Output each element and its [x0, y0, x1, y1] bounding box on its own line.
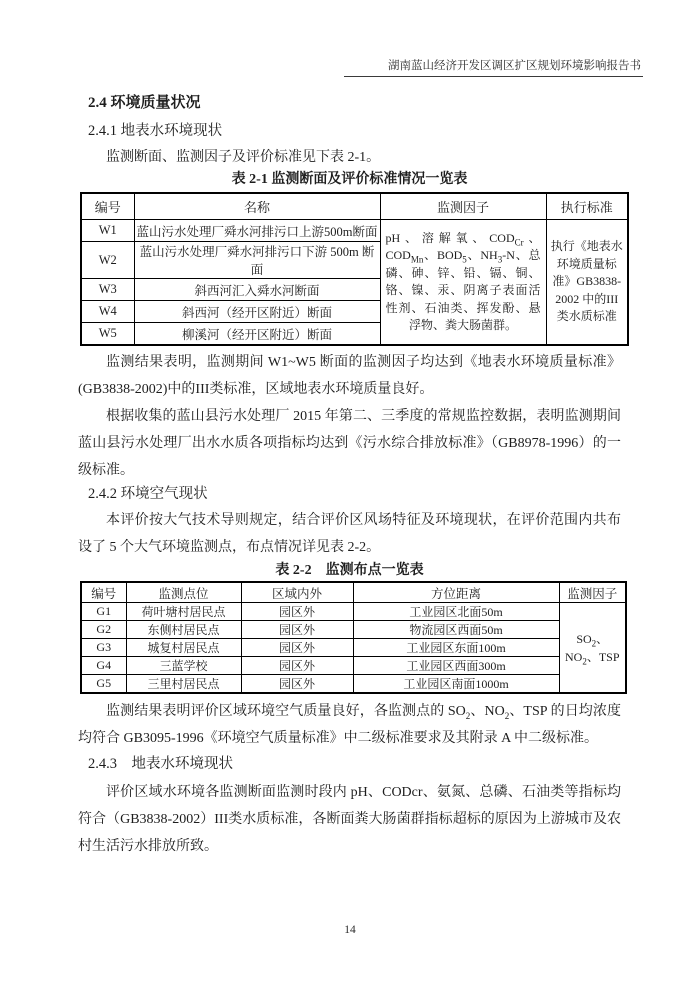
- monitoring-points-table: [80, 581, 627, 694]
- point-site: 荷叶塘村居民点: [126, 603, 241, 621]
- paragraph-wwtp-data: 根据收集的蓝山县污水处理厂 2015 年第二、三季度的常规监控数据，表明监测期间蓝山县污水处理厂出水水质各项指标均达到《污水综合排放标准》（GB8978-1996）的一级标准。: [78, 409, 621, 478]
- table1-col-standard: 执行标准: [546, 193, 628, 220]
- paragraph-2-4-3: 评价区域水环境各监测断面监测时段内 pH、CODcr、氨氮、总磷、石油类等指标均符合（GB3838-2002）III类水质标准，各断面粪大肠菌群指标超标的原因为上游城市及农村生活污水排放所致。: [78, 785, 621, 854]
- table2-col-site: 监测点位: [126, 582, 241, 603]
- paragraph-air-result: 监测结果表明评价区域环境空气质量良好，各监测点的 $SO_2$、$NO_2$、TSP 的日均浓度均符合 GB3095-1996《环境空气质量标准》中二级标准要求及其附录 A 中二级标准。: [78, 704, 621, 746]
- table1-caption: 表 2-1 监测断面及评价标准情况一览表: [231, 172, 468, 187]
- point-id: G3: [81, 639, 126, 657]
- point-distance: 工业园区北面50m: [353, 603, 559, 621]
- table-row: [81, 621, 626, 639]
- point-zone: 园区外: [241, 621, 353, 639]
- point-id: G2: [81, 621, 126, 639]
- table2-col-factor: 监测因子: [559, 582, 626, 603]
- table2-col-zone: 区域内外: [241, 582, 353, 603]
- point-zone: 园区外: [241, 657, 353, 675]
- section-name: 蓝山污水处理厂舜水河排污口上游500m断面: [134, 220, 380, 242]
- section-id: W3: [81, 279, 134, 301]
- section-heading-2-4-1: 2.4.1 地表水环境现状: [88, 123, 223, 139]
- monitoring-sections-table: [80, 192, 629, 346]
- table2-col-distance: 方位距离: [353, 582, 559, 603]
- section-heading-2-4: 2.4 环境质量状况: [88, 95, 201, 111]
- table2-header-row: [81, 582, 626, 603]
- table1-col-factor: 监测因子: [380, 193, 546, 220]
- standard-cell: 执行《地表水环境质量标准》GB3838-2002 中的III类水质标准: [546, 220, 628, 346]
- point-site: 东侧村居民点: [126, 621, 241, 639]
- section-heading-2-4-3: 2.4.3 地表水环境现状: [88, 756, 233, 772]
- table-row: [81, 675, 626, 694]
- section-name: 斜西河（经开区附近）断面: [134, 301, 380, 323]
- point-id: G1: [81, 603, 126, 621]
- report-title: 湖南蓝山经济开发区调区扩区规划环境影响报告书: [344, 57, 643, 77]
- table1-header-row: [81, 193, 628, 220]
- table-row: [81, 220, 628, 242]
- page-number: 14: [344, 924, 356, 936]
- section-name: 蓝山污水处理厂舜水河排污口下游 500m 断面: [134, 242, 380, 279]
- section-id: W5: [81, 323, 134, 346]
- point-zone: 园区外: [241, 639, 353, 657]
- point-id: G4: [81, 657, 126, 675]
- table1-col-name: 名称: [134, 193, 380, 220]
- table1-col-id: 编号: [81, 193, 134, 220]
- table2-col-id: 编号: [81, 582, 126, 603]
- table-row: [81, 639, 626, 657]
- point-distance: 工业园区东面100m: [353, 639, 559, 657]
- table-row: [81, 603, 626, 621]
- point-site: 城复村居民点: [126, 639, 241, 657]
- point-zone: 园区外: [241, 675, 353, 694]
- section-heading-2-4-2: 2.4.2 环境空气现状: [88, 486, 208, 502]
- intro-paragraph-2-4-1: 监测断面、监测因子及评价标准见下表 2-1。: [106, 150, 381, 165]
- intro-paragraph-2-4-2: 本评价按大气技术导则规定，结合评价区风场特征及环境现状，在评价范围内共布设了 5 个大气环境监测点，布点情况详见表 2-2。: [78, 513, 621, 555]
- paragraph-water-result: 监测结果表明，监测期间 W1~W5 断面的监测因子均达到《地表水环境质量标准》(GB3838-2002)中的III类标准，区域地表水环境质量良好。: [78, 355, 621, 397]
- table2-caption: 表 2-2 监测布点一览表: [275, 563, 424, 578]
- point-distance: 工业园区南面1000m: [353, 675, 559, 694]
- section-id: W2: [81, 242, 134, 279]
- table-row: [81, 657, 626, 675]
- point-site: 三里村居民点: [126, 675, 241, 694]
- monitoring-factors-cell: pH、溶解氧、$COD_{Cr}$、$COD_{Mn}$、$BOD_5$、$NH_3-N$、总磷、砷、锌、铅、镉、铜、铬、镍、汞、阴离子表面活性剂、石油类、挥发酚、悬浮物、粪大肠菌群。: [380, 220, 546, 346]
- section-id: W4: [81, 301, 134, 323]
- point-distance: 物流园区西面50m: [353, 621, 559, 639]
- point-zone: 园区外: [241, 603, 353, 621]
- point-id: G5: [81, 675, 126, 694]
- page-content: [0, 93, 700, 860]
- air-factors-cell: $SO_2$、$NO_2$、TSP: [559, 603, 626, 694]
- page-header: [0, 0, 700, 77]
- section-id: W1: [81, 220, 134, 242]
- section-name: 柳溪河（经开区附近）断面: [134, 323, 380, 346]
- section-name: 斜西河汇入舜水河断面: [134, 279, 380, 301]
- point-site: 三蓝学校: [126, 657, 241, 675]
- point-distance: 工业园区西面300m: [353, 657, 559, 675]
